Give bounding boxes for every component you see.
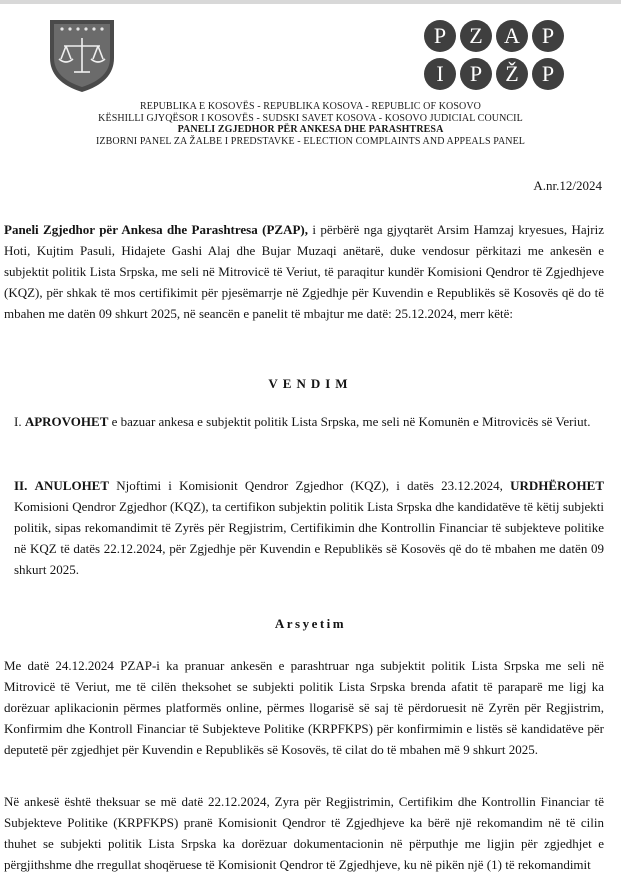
reasoning-heading: Arsyetim [274, 616, 347, 631]
logo-letter: P [460, 58, 492, 90]
logo-letter: Ž [496, 58, 528, 90]
decision-item-2 [14, 475, 604, 580]
intro-bold-lead: Paneli Zgjedhor për Ankesa dhe Parashtresa (PZAP), [4, 222, 308, 237]
pzap-logo [424, 20, 564, 96]
letterhead [0, 101, 621, 147]
letterhead-line-republic: REPUBLIKA E KOSOVËS - REPUBLIKA KOSOVA - REPUBLIC OF KOSOVO [139, 101, 482, 112]
judicial-council-seal-icon [42, 14, 122, 94]
logo-letter: P [532, 20, 564, 52]
letterhead-line-panel: PANELI ZGJEDHOR PËR ANKESA DHE PARASHTRESA [177, 124, 444, 135]
letterhead-line-panel-translations: IZBORNI PANEL ZA ŽALBE I PREDSTAVKE - ELECTION COMPLAINTS AND APPEALS PANEL [95, 135, 526, 147]
logo-letter: Z [460, 20, 492, 52]
reasoning-paragraph-1: Me datë 24.12.2024 PZAP-i ka pranuar ankesën e parashtruar nga subjektit politik Lista Srpska me seli në Mitrovicë të Veriut, me të cilën theksohet se subjekti politik Lista Srpska brenda afatit të paraparë me ligj ka dorëzuar aplikacionin përmes platformës online, përmes llogarisë së saj të përdoruesit në Zyrën për Regjistrim, Konfirmim dhe Kontroll Financiar të Subjekteve Politike (KRPFKPS) për konfirmimin e listës së kandidatëve për deputetë për zgjedhjet për Kuvendin e Republikës së Kosovës, të cilat do të mbahen më 9 shkurt 2025. [4, 658, 604, 757]
scan-edge [0, 0, 621, 4]
item-text: Komisioni Qendror Zgjedhor (KQZ), ta certifikon subjektin politik Lista Srpska dhe kandidatëve të këtij subjekti politik, sipas rekomandimit të Zyrës për Regjistrim, Certifikimin dhe Kontrollin Financiar të subjekteve politike në KQZ të datës 22.12.2024, për Zgjedhje për Kuvendin e Republikës së Kosovës që do të mbahen me datën 09 shkurt 2025. [14, 499, 604, 577]
item-keyword: URDHËROHET [510, 478, 604, 493]
item-keyword: APROVOHET [24, 414, 109, 429]
item-text: e bazuar ankesa e subjektit politik Lista Srpska, me seli në Komunën e Mitrovicës së Veriut. [108, 414, 591, 429]
logo-letter: I [424, 58, 456, 90]
case-number: A.nr.12/2024 [533, 178, 602, 193]
item-text: Njoftimi i Komisionit Qendror Zgjedhor (KQZ), i datës 23.12.2024, [109, 478, 511, 493]
intro-paragraph [4, 219, 604, 324]
item-keyword: ANULOHET [34, 478, 110, 493]
reasoning-paragraph-2: Në ankesë është theksuar se më datë 22.12.2024, Zyra për Regjistrimin, Certifikim dhe Kontrollin Financiar të Subjekteve Politike (KRPFKPS) pranë Komisionit Qendror të Zgjedhjeve ka bërë një rekomandim në të cilin thuhet se subjekti politik Lista Srpska ka dorëzuar dokumentacionin në përputhje me ligjin për zgjedhjet e përgjithshme dhe rregullat shoqëruese të Komisionit Qendror të Zgjedhjeve, ku në pikën një (1) të rekomandimit [4, 794, 604, 872]
decision-heading: VENDIM [268, 376, 353, 391]
item-number: I. [14, 414, 22, 429]
item-number: II. [14, 478, 28, 493]
letterhead-line-council: KËSHILLI GJYQËSOR I KOSOVËS - SUDSKI SAVET KOSOVA - KOSOVO JUDICIAL COUNCIL [98, 112, 523, 124]
logo-letter: P [424, 20, 456, 52]
logo-letter: P [532, 58, 564, 90]
logo-letter: A [496, 20, 528, 52]
intro-text: i përbërë nga gjyqtarët Arsim Hamzaj kryesues, Hajriz Hoti, Kujtim Pasuli, Hidajete Gashi Alaj dhe Bujar Muzaqi anëtarë, duke vendosur përkitazi me ankesën e subjektit politik Lista Srpska, me seli në Mitrovicë të Veriut, të paraqitur kundër Komisioni Qendror të Zgjedhjeve (KQZ), për shkak të mos certifikimit për pjesëmarrje në Zgjedhje për Kuvendin e Republikës së Kosovës që do të mbahen me datën 09 shkurt 2025, në seancën e panelit të mbajtur me datë: 25.12.2024, merr këtë: [4, 222, 604, 321]
decision-item-1 [14, 411, 604, 432]
